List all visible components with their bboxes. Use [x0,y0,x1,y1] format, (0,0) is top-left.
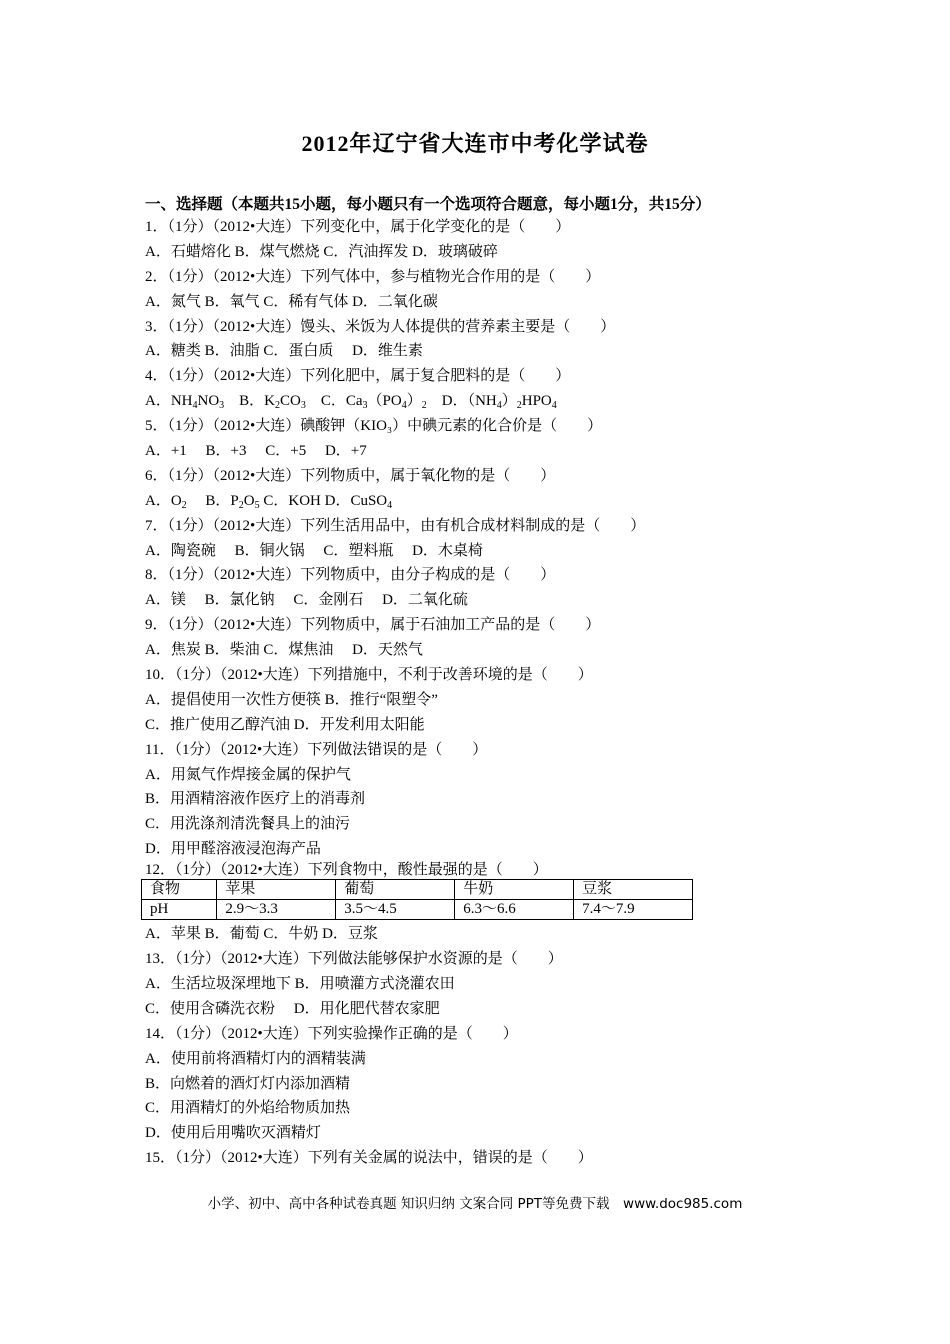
question-14-option-c: C．用酒精灯的外焰给物质加热 [145,1100,351,1117]
question-2-options: A．氮气 B．氧气 C．稀有气体 D．二氧化碳 [145,293,438,310]
question-4-options: A．$NH_4NO_3$ B．$K_2CO_3$ C．$Ca_3(PO_4)_2$ D．$(NH_4)_2HPO_4$ [145,393,557,412]
ph-table [141,879,693,920]
question-2-stem: 2．（1分）（2012•大连）下列气体中，参与植物光合作用的是（ ） [145,268,601,285]
question-1-options: A．石蜡熔化 B．煤气燃烧 C．汽油挥发 D．玻璃破碎 [145,243,498,260]
table-cell: 3.5～4.5 [336,900,455,920]
table-row [142,900,693,920]
table-cell: 6.3～6.6 [455,900,574,920]
question-6-options: A．$O_2$ B．$P_2O_5$ C．KOH D．CuSO$_4$ [145,492,393,511]
question-10-stem: 10．（1分）（2012•大连）下列措施中，不利于改善环境的是（ ） [145,667,593,684]
question-11-option-b: B．用酒精溶液作医疗上的消毒剂 [145,791,366,808]
question-12-options: A．苹果 B．葡萄 C．牛奶 D．豆浆 [145,926,378,943]
question-14-option-b: B．向燃着的酒灯灯内添加酒精 [145,1075,351,1092]
question-5-stem: 5．（1分）（2012•大连）碘酸钾（KIO₃）中碘元素的化合价是（ ） [145,418,603,435]
question-11-option-d: D．用甲醛溶液浸泡海产品 [145,841,321,858]
table-cell: 7.4～7.9 [574,900,693,920]
question-8-options: A．镁 B．氯化钠 C．金刚石 D．二氧化硫 [145,592,468,609]
question-7-stem: 7．（1分）（2012•大连）下列生活用品中，由有机合成材料制成的是（ ） [145,517,646,534]
question-10-options-ab: A．提倡使用一次性方便筷 B．推行“限塑令” [145,691,438,708]
table-cell: 豆浆 [574,880,693,900]
table-cell: 葡萄 [336,880,455,900]
question-11-stem: 11．（1分）（2012•大连）下列做法错误的是（ ） [145,741,488,758]
section-heading: 一、选择题（本题共15小题，每小题只有一个选项符合题意，每小题1分，共15分） [145,196,711,213]
table-cell: 苹果 [217,880,336,900]
question-13-options-cd: C．使用含磷洗衣粉 D．用化肥代替农家肥 [145,1000,440,1017]
question-3-stem: 3．（1分）（2012•大连）馒头、米饭为人体提供的营养素主要是（ ） [145,318,616,335]
exam-title: 2012年辽宁省大连市中考化学试卷 [301,131,649,156]
question-15-stem: 15．（1分）（2012•大连）下列有关金属的说法中，错误的是（ ） [145,1150,593,1167]
question-8-stem: 8．（1分）（2012•大连）下列物质中，由分子构成的是（ ） [145,567,556,584]
question-5-options: A．+1 B．+3 C．+5 D．+7 [145,443,367,460]
table-cell: pH [142,900,217,920]
question-13-stem: 13．（1分）（2012•大连）下列做法能够保护水资源的是（ ） [145,951,563,968]
question-11-option-c: C．用洗涤剂清洗餐具上的油污 [145,816,351,833]
page-footer: 小学、初中、高中各种试卷真题 知识归纳 文案合同 PPT等免费下载 www.doc985.com [207,1196,743,1212]
table-cell: 食物 [142,880,217,900]
question-9-options: A．焦炭 B．柴油 C．煤焦油 D．天然气 [145,642,423,659]
table-cell: 2.9～3.3 [217,900,336,920]
question-14-option-a: A．使用前将酒精灯内的酒精装满 [145,1050,366,1067]
question-list [145,215,845,1171]
question-1-stem: 1．（1分）（2012•大连）下列变化中，属于化学变化的是（ ） [145,219,571,235]
question-3-options: A．糖类 B．油脂 C．蛋白质 D．维生素 [145,343,423,360]
question-14-option-d: D．使用后用嘴吹灭酒精灯 [145,1125,321,1142]
question-13-options-ab: A．生活垃圾深埋地下 B．用喷灌方式浇灌农田 [145,975,455,992]
table-cell: 牛奶 [455,880,574,900]
question-9-stem: 9．（1分）（2012•大连）下列物质中，属于石油加工产品的是（ ） [145,617,601,634]
question-12-stem: 12．（1分）（2012•大连）下列食物中，酸性最强的是（ ） [145,862,548,879]
question-11-option-a: A．用氮气作焊接金属的保护气 [145,766,351,783]
table-row [142,880,693,900]
question-4-stem: 4．（1分）（2012•大连）下列化肥中，属于复合肥料的是（ ） [145,368,571,385]
question-6-stem: 6．（1分）（2012•大连）下列物质中，属于氧化物的是（ ） [145,467,556,484]
question-7-options: A．陶瓷碗 B．铜火锅 C．塑料瓶 D．木桌椅 [145,542,483,559]
question-10-options-cd: C．推广使用乙醇汽油 D．开发利用太阳能 [145,716,425,733]
question-14-stem: 14．（1分）（2012•大连）下列实验操作正确的是（ ） [145,1025,518,1042]
